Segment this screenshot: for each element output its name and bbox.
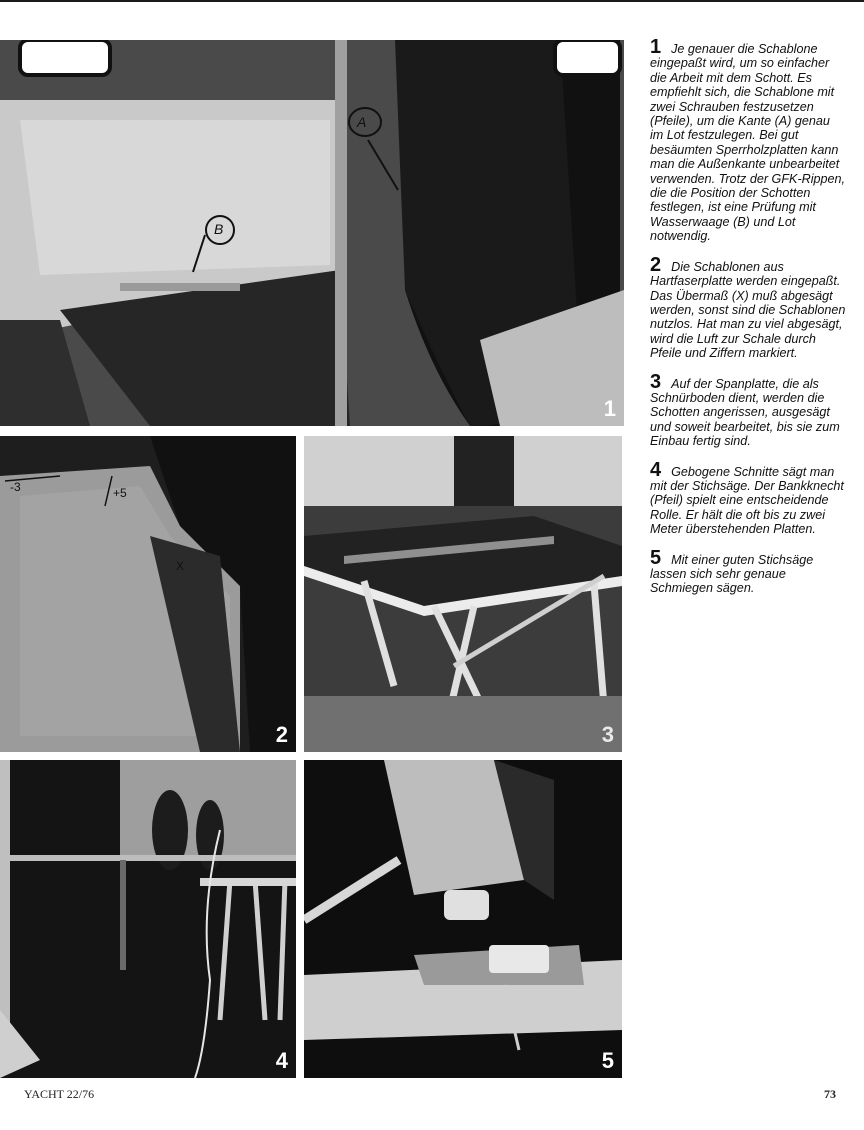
caption-text: Mit einer guten Stichsäge lassen sich sehr genaue Schmiegen sägen. <box>650 552 814 596</box>
photo-number: 3 <box>601 722 614 747</box>
photo-number: 4 <box>275 1048 288 1073</box>
caption-3 <box>650 370 846 449</box>
caption-text: Gebogene Schnitte sägt man mit der Stichsäge. Der Bankknecht (Pfeil) spielt eine entscheidende Rolle. Er hält die oft bis zu zwei Meter überstehenden Platten. <box>650 464 844 537</box>
photo-1-illustration <box>0 40 624 426</box>
magazine-issue: YACHT 22/76 <box>24 1087 95 1101</box>
caption-number: 2 <box>650 253 662 276</box>
caption-number: 5 <box>650 546 662 569</box>
photo-number: 1 <box>603 396 616 421</box>
photo-2 <box>0 436 296 752</box>
page-number: 73 <box>824 1087 836 1101</box>
caption-text: Je genauer die Schablone eingepaßt wird, um so einfacher die Arbeit mit dem Schott. Es empfiehlt sich, die Schablone mit zwei Schrauben festzusetzen (Pfeile), um die Kante (A) genau im Lot festzulegen. Bei gut besäumten Sperrholzplatten kann man die Außenkante unbearbeitet verwenden. Trotz der GFK-Rippen, die die Position der Schotten festlegen, ist eine Prüfung mit Wasserwaage (B) und Lot notwendig. <box>650 42 846 244</box>
caption-number: 1 <box>650 36 662 58</box>
photo-1 <box>0 40 624 426</box>
photo-4 <box>0 760 296 1078</box>
captions-column <box>650 36 846 610</box>
photo-3-illustration <box>304 436 622 752</box>
photo-5-illustration <box>304 760 622 1078</box>
photo-number: 2 <box>275 722 288 747</box>
photo-2-illustration <box>0 436 296 752</box>
annotation-plus5: +5 <box>113 486 127 500</box>
caption-2 <box>650 253 846 361</box>
photo-3 <box>304 436 622 752</box>
annotation-minus3: -3 <box>10 480 21 494</box>
annotation-a: A <box>357 114 367 130</box>
photo-5 <box>304 760 622 1078</box>
top-rule <box>0 0 864 2</box>
caption-1 <box>650 36 846 244</box>
caption-number: 4 <box>650 458 662 481</box>
annotation-b: B <box>214 221 224 237</box>
caption-text: Auf der Spanplatte, die als Schnürboden dient, werden die Schotten angerissen, ausgesägt und soweit bearbeitet, bis sie zum Einbau fertig sind. <box>650 376 840 449</box>
caption-4 <box>650 458 846 537</box>
photo-number: 5 <box>601 1048 614 1073</box>
caption-number: 3 <box>650 370 662 393</box>
caption-text: Die Schablonen aus Hartfaserplatte werden eingepaßt. Das Übermaß (X) muß abgesägt werden, sonst sind die Schablonen nutzlos. Hat man zu viel abgesägt, wird die Luft zur Schale durch Pfeile und Ziffern markiert. <box>650 259 846 361</box>
caption-5 <box>650 546 846 596</box>
photo-4-illustration <box>0 760 296 1078</box>
annotation-x: X <box>176 559 185 573</box>
